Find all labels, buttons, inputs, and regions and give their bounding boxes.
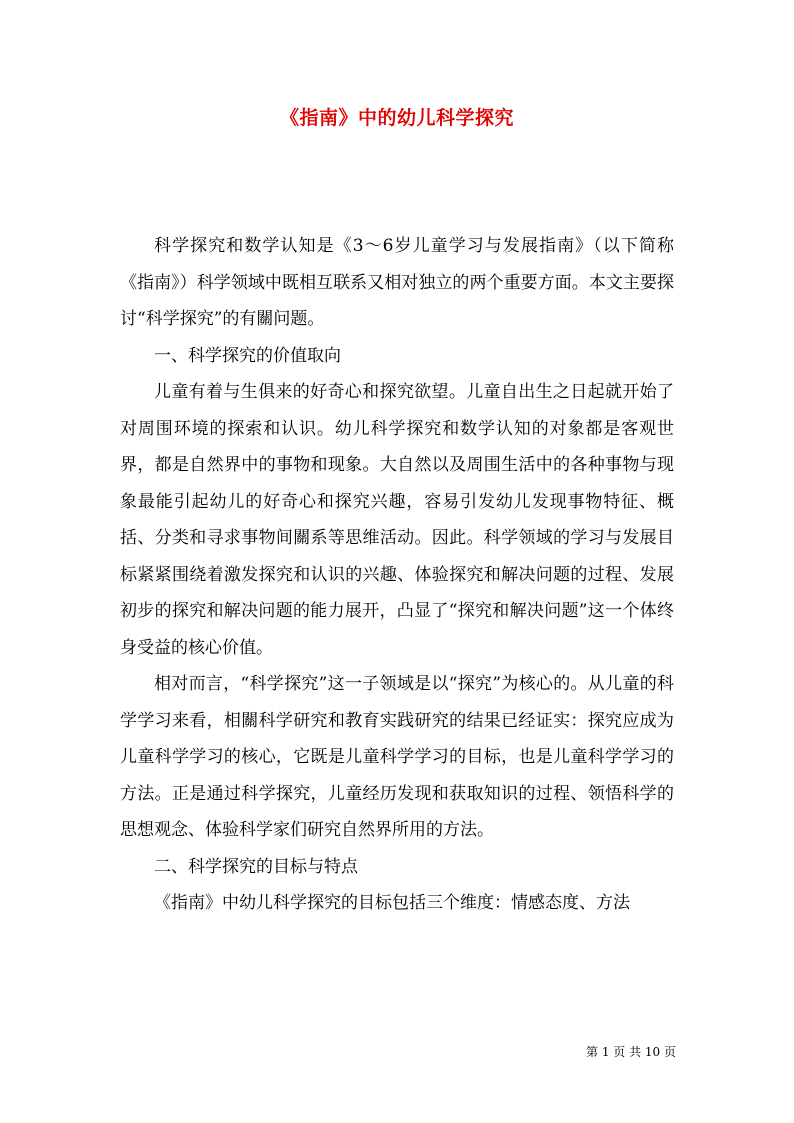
section-heading-2: 二、科学探究的目标与特点 [154,856,358,877]
section-heading-1: 一、科学探究的价值取向 [154,345,341,366]
document-body [120,228,674,922]
document-title: 《指南》中的幼儿科学探究 [279,107,514,129]
paragraph-goals: 《指南》中幼儿科学探究的目标包括三个维度：情感态度、方法 [154,893,630,913]
paragraph-intro: 科学探究和数学认知是《3～6岁儿童学习与发展指南》（以下简称《指南》）科学领域中既相互联系又相对独立的两个重要方面。本文主要探讨“科学探究”的有關问题。 [120,236,674,329]
paragraph-value: 儿童有着与生俱来的好奇心和探究欲望。儿童自出生之日起就开始了对周围环境的探索和认识。幼儿科学探究和数学认知的对象都是客观世界，都是自然界中的事物和现象。大自然以及周围生活中的各种事物与现象最能引起幼儿的好奇心和探究兴趣，容易引发幼儿发现事物特征、概括、分类和寻求事物间關系等思维活动。因此。科学领域的学习与发展目标紧紧围绕着激发探究和认识的兴趣、体验探究和解决问题的过程、发展初步的探究和解决问题的能力展开，凸显了“探究和解决问题”这一个体终身受益的核心价值。 [120,382,674,658]
paragraph-inquiry-core: 相对而言，“科学探究”这一子领域是以“探究”为核心的。从儿童的科学学习来看，相關科学研究和教育实践研究的结果已经证实：探究应成为儿童科学学习的核心，它既是儿童科学学习的目标，也是儿童科学学习的方法。正是通过科学探究，儿童经历发现和获取知识的过程、领悟科学的思想观念、体验科学家们研究自然界所用的方法。 [120,674,674,840]
page-footer: 第 1 页 共 10 页 [586,1045,676,1059]
